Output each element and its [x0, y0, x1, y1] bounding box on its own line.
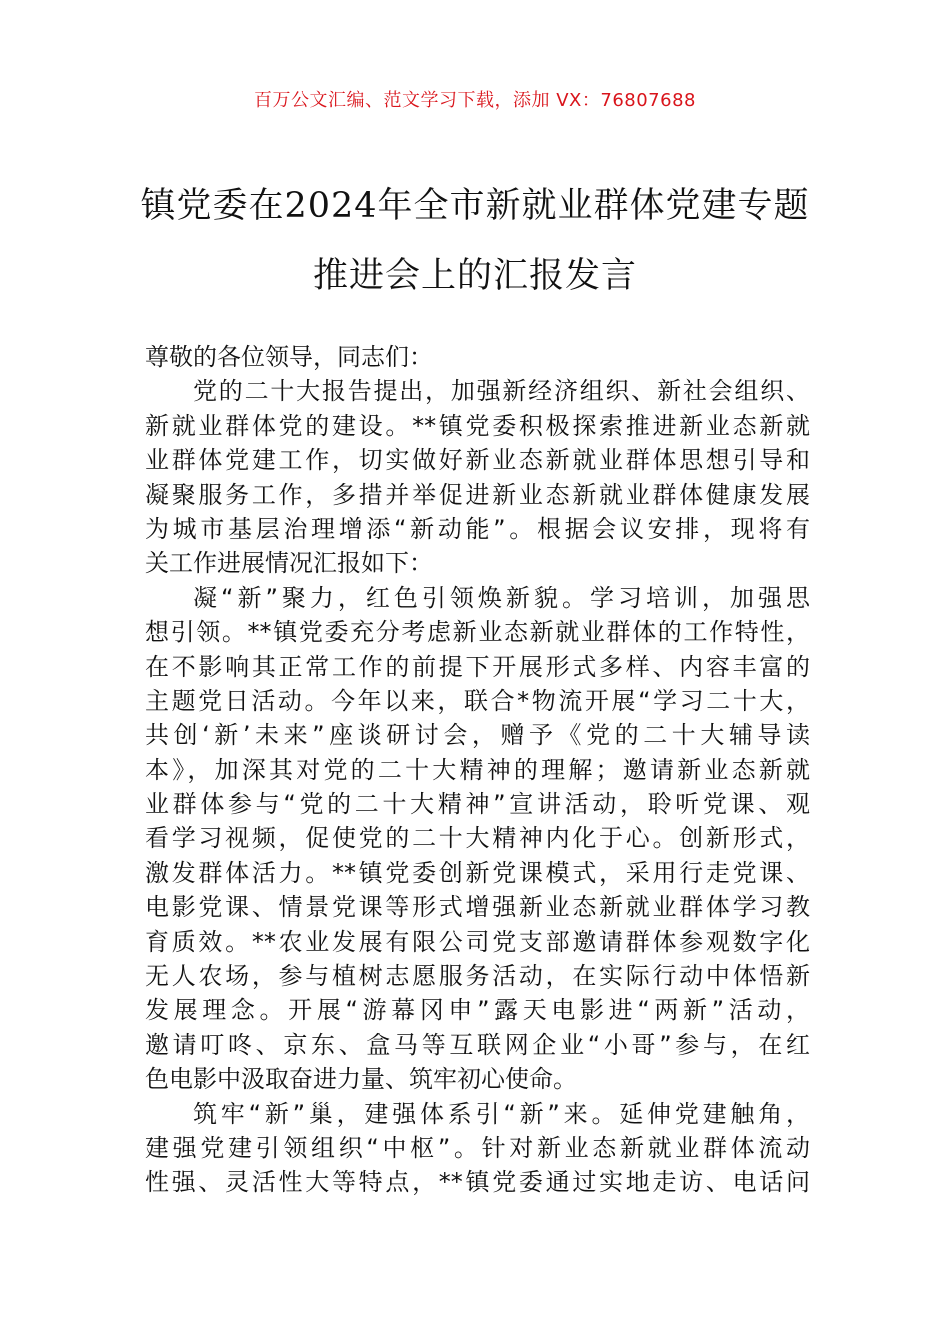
- body-line: 党的二十大报告提出，加强新经济组织、新社会组织、: [193, 377, 810, 406]
- header-note: 百万公文汇编、范文学习下载，添加 VX：76807688: [254, 90, 696, 111]
- body-line: 邀请叮咚、京东、盒马等互联网企业“小哥”参与，在红: [145, 1030, 810, 1059]
- body-line: 性强、灵活性大等特点，**镇党委通过实地走访、电话问: [145, 1168, 810, 1197]
- body-line: 共创‘新’未来”座谈研讨会，赠予《党的二十大辅导读: [145, 721, 810, 750]
- body-line: 在不影响其正常工作的前提下开展形式多样、内容丰富的: [145, 652, 810, 681]
- body-line: 新就业群体党的建设。**镇党委积极探索推进新业态新就: [145, 411, 810, 440]
- body-line: 色电影中汲取奋进力量、筑牢初心使命。: [145, 1065, 577, 1094]
- document-title-line-1: [0, 178, 950, 228]
- body-line: 筑牢“新”巢，建强体系引“新”来。延伸党建触角，: [193, 1099, 810, 1128]
- body-line: 尊敬的各位领导，同志们：: [145, 343, 433, 371]
- body-line: 业群体参与“党的二十大精神”宣讲活动，聆听党课、观: [145, 790, 810, 819]
- body-line: 凝聚服务工作，多措并举促进新业态新就业群体健康发展: [145, 480, 810, 509]
- body-line: 关工作进展情况汇报如下：: [145, 549, 433, 578]
- body-line: 主题党日活动。今年以来，联合*物流开展“学习二十大，: [145, 686, 810, 715]
- body-line: 本》，加深其对党的二十大精神的理解；邀请新业态新就: [145, 755, 810, 784]
- document-title-line-2: 推进会上的汇报发言: [312, 256, 637, 296]
- body-line: 业群体党建工作，切实做好新业态新就业群体思想引导和: [145, 446, 810, 475]
- body-line: 发展理念。开展“游幕冈申”露天电影进“两新”活动，: [145, 996, 810, 1025]
- body-line: 激发群体活力。**镇党委创新党课模式，采用行走党课、: [145, 858, 810, 887]
- body-line: 看学习视频，促使党的二十大精神内化于心。创新形式，: [145, 824, 810, 853]
- title-suffix: 年全市新就业群体党建专题: [377, 186, 810, 226]
- body-line: 建强党建引领组织“中枢”。针对新业态新就业群体流动: [145, 1133, 810, 1162]
- body-line: 无人农场，参与植树志愿服务活动，在实际行动中体悟新: [145, 962, 810, 991]
- title-prefix: 镇党委在: [140, 186, 285, 226]
- document-body: [145, 340, 810, 1200]
- body-line: 为城市基层治理增添“新动能”。根据会议安排，现将有: [145, 514, 810, 543]
- title-year: 2024: [284, 186, 378, 226]
- body-line: 电影党课、情景党课等形式增强新业态新就业群体学习教: [145, 893, 810, 922]
- body-line: 凝“新”聚力，红色引领焕新貌。学习培训，加强思: [193, 583, 810, 612]
- body-line: 想引领。**镇党委充分考虑新业态新就业群体的工作特性，: [145, 618, 810, 647]
- body-line: 育质效。**农业发展有限公司党支部邀请群体参观数字化: [145, 927, 810, 956]
